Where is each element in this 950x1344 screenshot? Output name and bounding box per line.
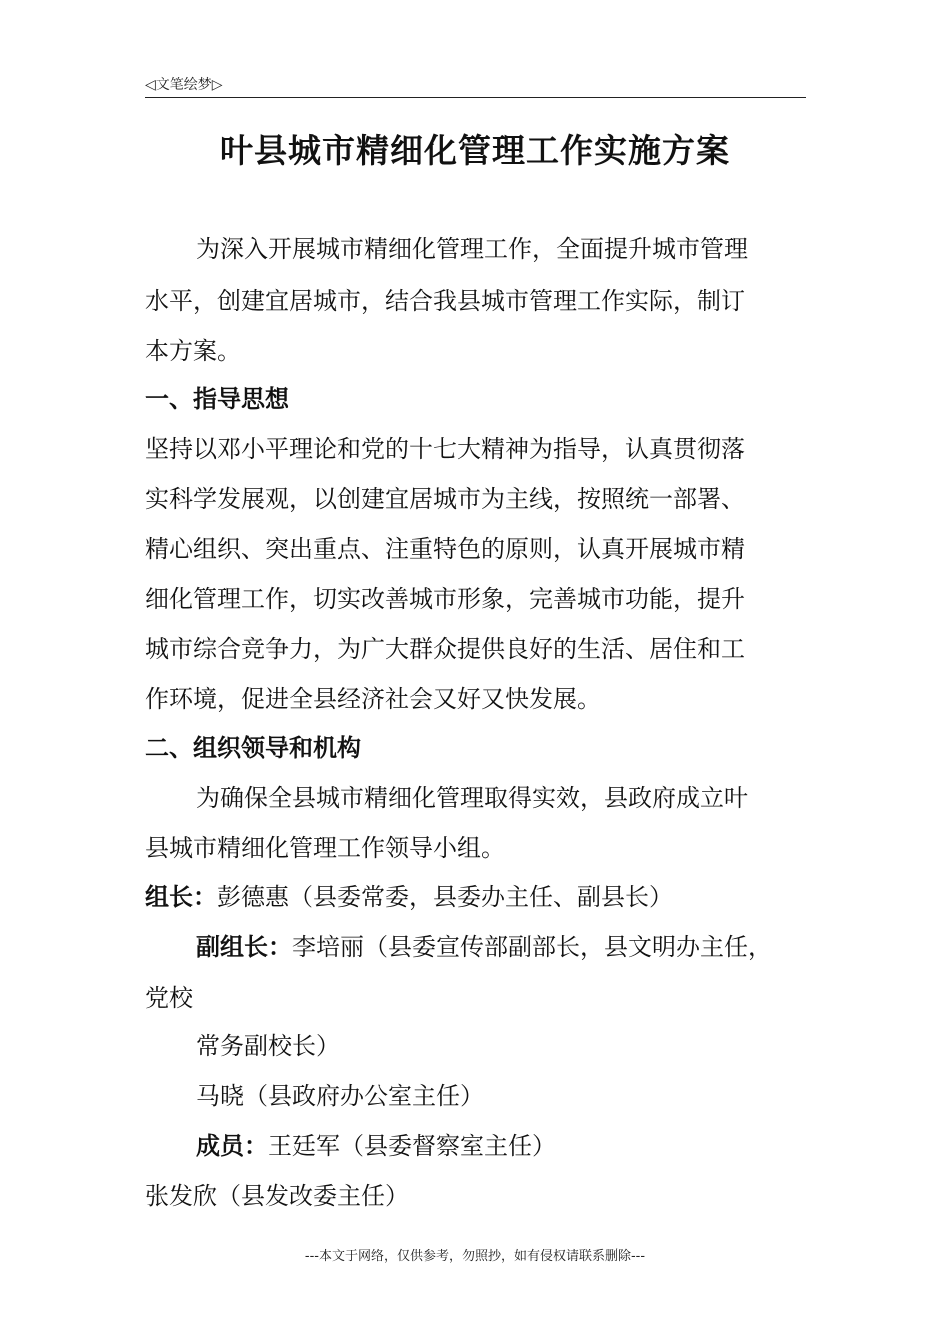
deputy-continuation: 党校 [145, 984, 193, 1012]
section2-line: 县城市精细化管理工作领导小组。 [145, 834, 505, 862]
deputy-row [196, 932, 772, 962]
leader-label: 组长： [145, 883, 217, 911]
deputy-label: 副组长： [196, 933, 292, 961]
section1-line: 城市综合竞争力，为广大群众提供良好的生活、居住和工 [145, 635, 745, 663]
document-title: 叶县城市精细化管理工作实施方案 [220, 131, 730, 170]
member-row [196, 1131, 556, 1161]
leader-text: 彭德惠（县委常委，县委办主任、副县长） [217, 883, 673, 911]
member-label: 成员： [196, 1132, 268, 1160]
header-divider [145, 97, 806, 98]
section1-line: 坚持以邓小平理论和党的十七大精神为指导，认真贯彻落 [145, 435, 745, 463]
deputy-second: 马晓（县政府办公室主任） [196, 1082, 484, 1110]
section1-line: 实科学发展观，以创建宜居城市为主线，按照统一部署、 [145, 485, 745, 513]
section1-line: 细化管理工作，切实改善城市形象，完善城市功能，提升 [145, 585, 745, 613]
section1-line: 精心组织、突出重点、注重特色的原则，认真开展城市精 [145, 535, 745, 563]
deputy-continuation: 常务副校长） [196, 1032, 340, 1060]
intro-line: 水平，创建宜居城市，结合我县城市管理工作实际，制订 [145, 287, 745, 315]
footer-disclaimer: ---本文于网络，仅供参考，勿照抄，如有侵权请联系删除--- [304, 1249, 646, 1264]
member-second: 张发欣（县发改委主任） [145, 1182, 409, 1210]
section2-line: 为确保全县城市精细化管理取得实效，县政府成立叶 [196, 784, 748, 812]
intro-line: 为深入开展城市精细化管理工作，全面提升城市管理 [196, 235, 748, 263]
intro-line: 本方案。 [145, 337, 241, 365]
section-heading-guiding-thought: 一、指导思想 [145, 385, 289, 413]
leader-row [145, 882, 673, 912]
member-text: 王廷军（县委督察室主任） [268, 1132, 556, 1160]
section-heading-organization: 二、组织领导和机构 [145, 734, 361, 762]
deputy-text: 李培丽（县委宣传部副部长，县文明办主任， [292, 933, 772, 961]
header-label: ◁文笔绘梦▷ [145, 77, 223, 93]
section1-line: 作环境，促进全县经济社会又好又快发展。 [145, 685, 601, 713]
